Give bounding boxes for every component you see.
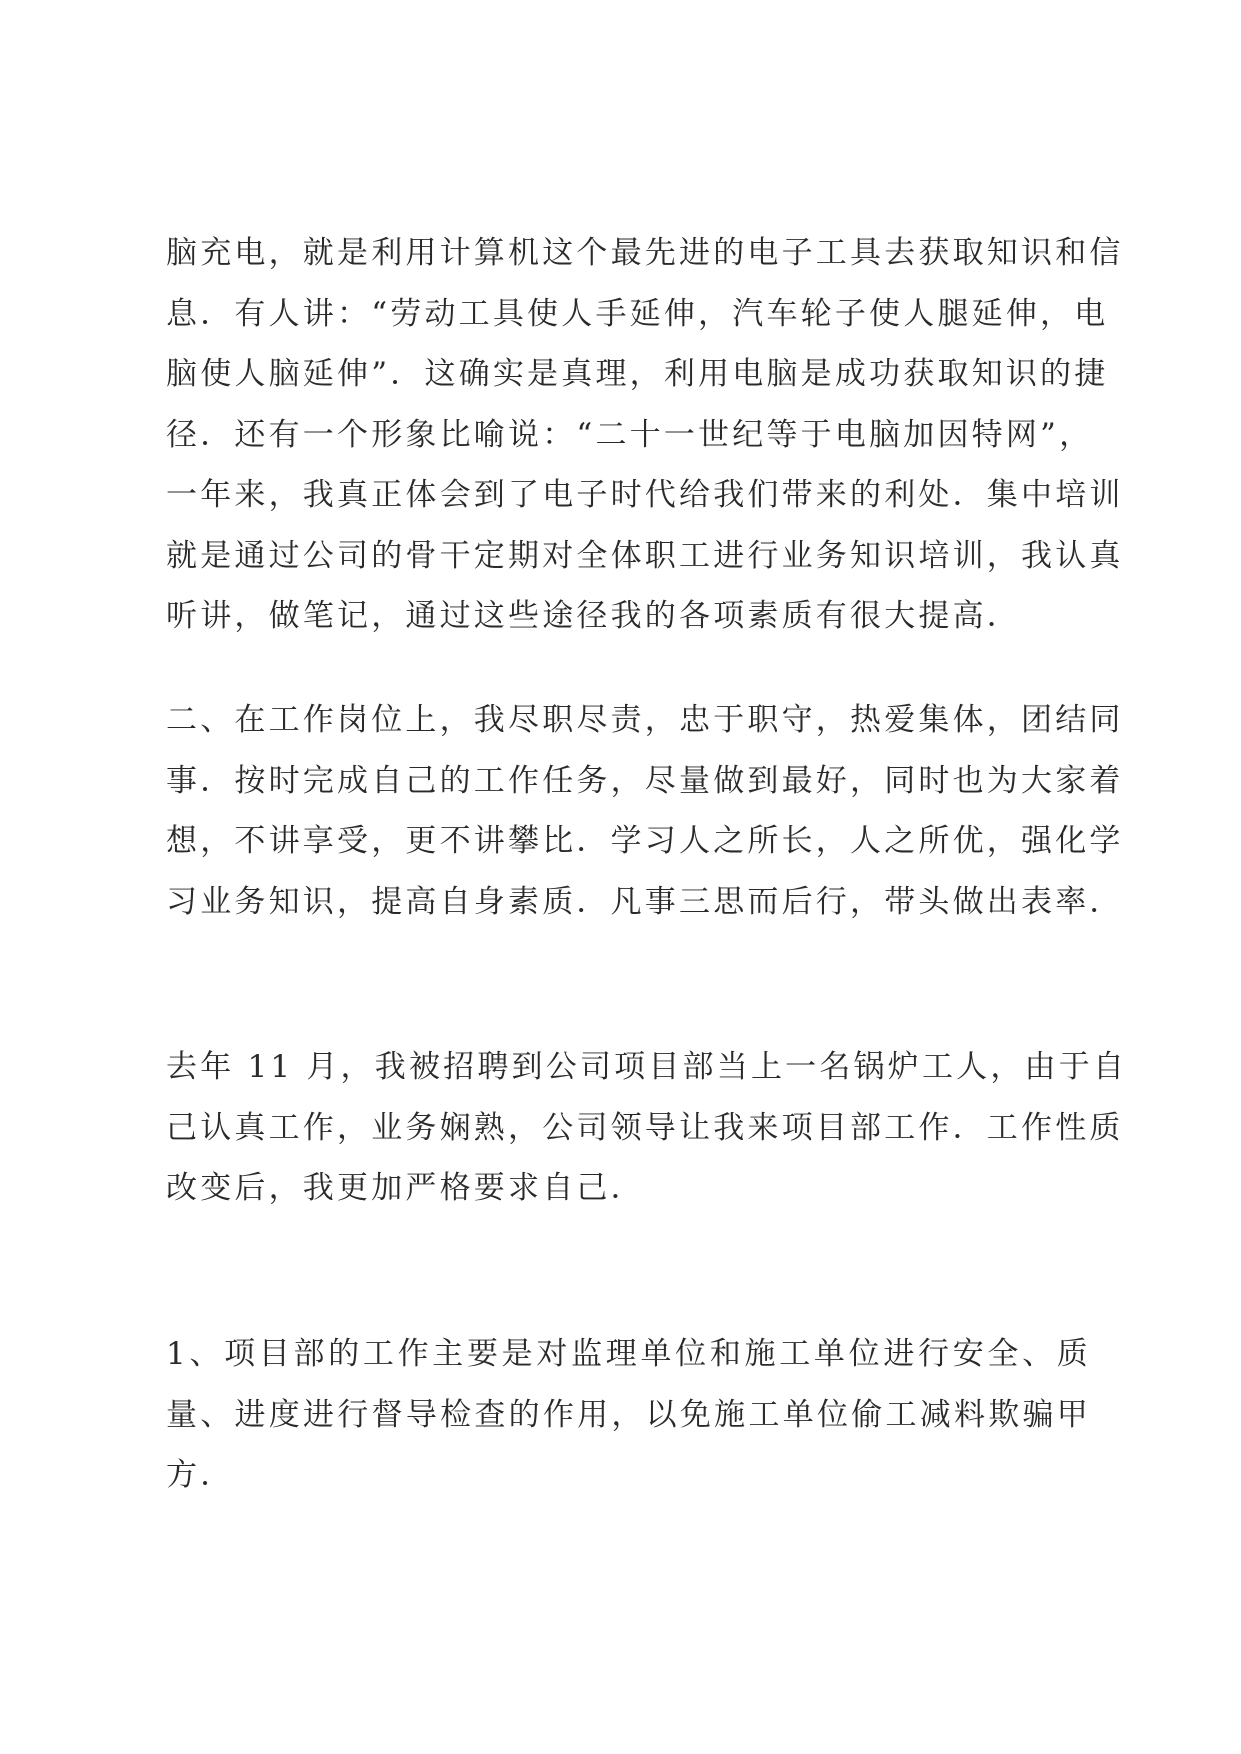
- paragraph-line: 脑充电，就是利用计算机这个最先进的电子工具去获取知识和信: [166, 235, 1124, 271]
- paragraph-line: 一年来，我真正体会到了电子时代给我们带来的利处．集中培训: [166, 477, 1124, 513]
- paragraph-line: 想，不讲享受，更不讲攀比．学习人之所长，人之所优，强化学: [166, 823, 1124, 859]
- paragraph-line: 事．按时完成自己的工作任务，尽量做到最好，同时也为大家着: [166, 762, 1124, 799]
- paragraph-line: 去年 11 月，我被招聘到公司项目部当上一名锅炉工人，由于自: [166, 1049, 1128, 1085]
- paragraph-work-post: [166, 690, 1124, 932]
- paragraph-line: 二、在工作岗位上，我尽职尽责，忠于职守，热爱集体，团结同: [166, 702, 1124, 738]
- paragraph-project-dept: [166, 1324, 1091, 1506]
- paragraph-line: 方．: [166, 1457, 235, 1493]
- paragraph-line: 息．有人讲：“劳动工具使人手延伸，汽车轮子使人腿延伸，电: [166, 295, 1109, 332]
- paragraph-line: 听讲，做笔记，通过这些途径我的各项素质有很大提高．: [166, 598, 1021, 634]
- paragraph-recruitment: [166, 1037, 1128, 1219]
- paragraph-line: 1、项目部的工作主要是对监理单位和施工单位进行安全、质: [166, 1336, 1091, 1372]
- paragraph-line: 量、进度进行督导检查的作用，以免施工单位偷工减料欺骗甲: [166, 1396, 1091, 1433]
- paragraph-line: 脑使人脑延伸”．这确实是真理，利用电脑是成功获取知识的捷: [166, 356, 1109, 392]
- paragraph-line: 习业务知识，提高自身素质．凡事三思而后行，带头做出表率．: [166, 883, 1124, 920]
- paragraph-self-study: [166, 223, 1124, 647]
- paragraph-line: 就是通过公司的骨干定期对全体职工进行业务知识培训，我认真: [166, 537, 1124, 574]
- paragraph-line: 己认真工作，业务娴熟，公司领导让我来项目部工作．工作性质: [166, 1109, 1124, 1146]
- paragraph-line: 改变后，我更加严格要求自己．: [166, 1170, 645, 1206]
- paragraph-line: 径．还有一个形象比喻说：“二十一世纪等于电脑加因特网”，: [166, 416, 1094, 453]
